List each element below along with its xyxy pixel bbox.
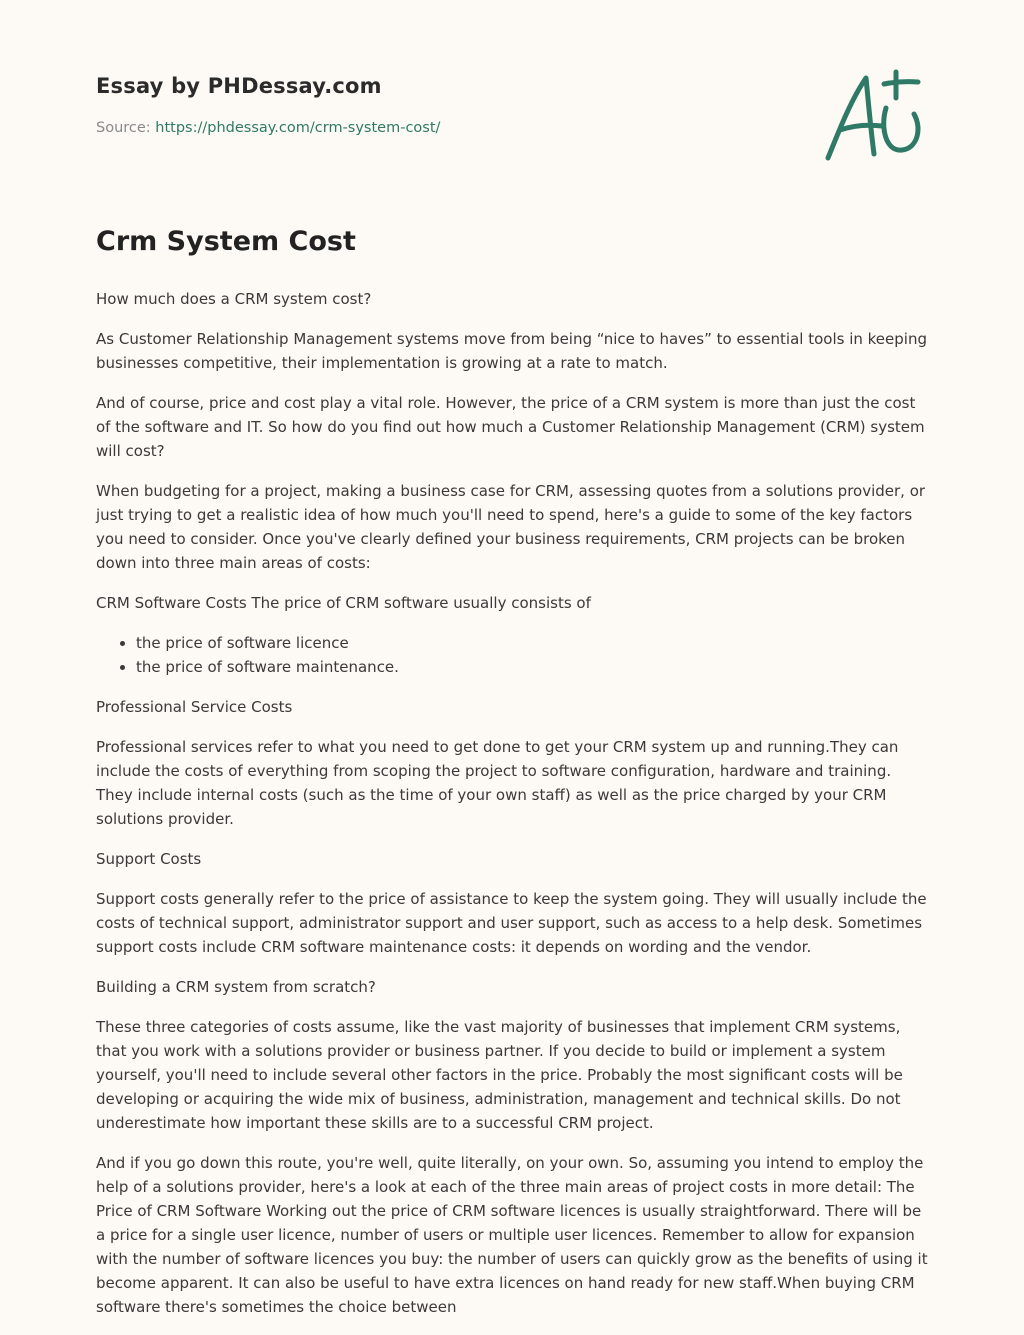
paragraph: Support costs generally refer to the price of assistance to keep the system going. They will usually include the costs of technical support, administrator support and user support, such as access to a help desk. Sometimes support costs include CRM software maintenance costs: it depends on wording and the vendor.: [96, 890, 927, 956]
section-heading: Support Costs: [96, 850, 202, 868]
source-line: [96, 120, 936, 136]
article-title: Crm System Cost: [96, 226, 356, 257]
article: [96, 226, 932, 1335]
source-label: Source:: [96, 120, 151, 136]
page-header: [96, 74, 936, 136]
site-title: Essay by PHDessay.com: [96, 74, 382, 98]
paragraph: And if you go down this route, you're well, quite literally, on your own. So, assuming you intend to employ the help of a solutions provider, here's a look at each of the three main areas of project costs in more detail: The Price of CRM Software Working out the price of CRM software licences is usually straightforward. There will be a price for a single user licence, number of users or multiple user licences. Remember to allow for expansion with the number of software licences you buy: the number of users can quickly grow as the benefits of using it become apparent. It can also be useful to have extra licences on hand ready for new staff.When buying CRM software there's sometimes the choice between: [96, 1154, 928, 1316]
paragraph: These three categories of costs assume, like the vast majority of businesses that implement CRM systems, that you work with a solutions provider or business partner. If you decide to build or implement a system yourself, you'll need to include several other factors in the price. Probably the most significant costs will be developing or acquiring the wide mix of business, administration, management and technical skills. Do not underestimate how important these skills are to a successful CRM project.: [96, 1018, 903, 1132]
paragraph: How much does a CRM system cost?: [96, 290, 372, 308]
paragraph: And of course, price and cost play a vital role. However, the price of a CRM system is more than just the cost of the software and IT. So how do you find out how much a Customer Relationship Management (CRM) system will cost?: [96, 394, 925, 460]
paragraph: CRM Software Costs The price of CRM software usually consists of: [96, 594, 591, 612]
list-item: • the price of software maintenance.: [136, 655, 932, 679]
section-heading: Professional Service Costs: [96, 698, 293, 716]
list-item: • the price of software licence: [136, 631, 932, 655]
paragraph: When budgeting for a project, making a business case for CRM, assessing quotes from a solutions provider, or just trying to get a realistic idea of how much you'll need to spend, here's a guide to some of the key factors you need to consider. Once you've clearly defined your business requirements, CRM projects can be broken down into three main areas of costs:: [96, 482, 926, 572]
section-heading: Building a CRM system from scratch?: [96, 978, 376, 996]
paragraph: As Customer Relationship Management systems move from being “nice to haves” to essential tools in keeping businesses competitive, their implementation is growing at a rate to match.: [96, 330, 927, 372]
cost-list: [96, 631, 932, 679]
paragraph: Professional services refer to what you need to get done to get your CRM system up and running.They can include the costs of everything from scoping the project to software configuration, hardware and training. They include internal costs (such as the time of your own staff) as well as the price charged by your CRM solutions provider.: [96, 738, 899, 828]
a-plus-logo-icon: [822, 68, 930, 166]
source-link[interactable]: https://phdessay.com/crm-system-cost/: [155, 120, 441, 136]
